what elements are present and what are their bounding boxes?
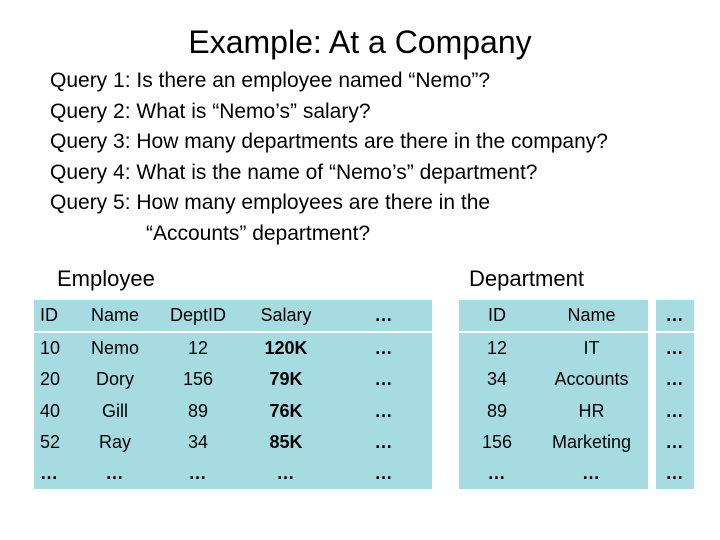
employee-header-row — [34, 300, 432, 332]
query-list — [50, 66, 710, 249]
query-2: Query 2: What is “Nemo’s” salary? — [50, 99, 371, 123]
department-header-name: Name — [535, 300, 648, 332]
department-cell-more: … — [665, 400, 685, 421]
employee-cell-salary: 85K — [269, 431, 303, 452]
column-gap — [648, 332, 656, 364]
employee-cell-salary: 120K — [264, 338, 308, 359]
department-cell-name: Marketing — [551, 431, 632, 452]
department-cell-id: 34 — [486, 369, 508, 390]
column-gap — [648, 300, 656, 332]
employee-header-name: Name — [70, 300, 160, 332]
slide-title: Example: At a Company — [188, 24, 532, 60]
table-row — [34, 364, 432, 395]
table-row — [459, 427, 694, 458]
employee-cell-more: … — [374, 338, 394, 359]
department-header-id: ID — [459, 300, 535, 332]
table-row — [34, 395, 432, 426]
department-cell-id: 156 — [481, 431, 513, 452]
department-cell-id: 12 — [486, 338, 508, 359]
employee-table-caption: Employee — [57, 266, 155, 291]
column-gap — [648, 458, 656, 489]
department-header-row — [459, 300, 694, 332]
query-1: Query 1: Is there an employee named “Nemo”? — [50, 69, 491, 92]
employee-cell-deptid: 89 — [187, 400, 209, 421]
employee-cell-name: Ray — [98, 431, 131, 452]
department-cell-more: … — [665, 338, 685, 359]
employee-header-id: ID — [34, 300, 70, 332]
table-row — [34, 332, 432, 364]
department-cell-name: Accounts — [554, 369, 629, 390]
employee-header-salary: Salary — [236, 300, 336, 332]
employee-cell-salary: … — [276, 462, 296, 483]
table-row — [459, 395, 694, 426]
department-cell-more: … — [665, 462, 685, 483]
table-row — [34, 427, 432, 458]
department-cell-id: 89 — [486, 400, 508, 421]
employee-cell-deptid: 156 — [182, 369, 214, 390]
employee-header-more: … — [336, 300, 432, 332]
department-cell-more: … — [665, 369, 685, 390]
column-gap — [648, 395, 656, 426]
employee-cell-salary: 76K — [269, 400, 303, 421]
employee-cell-id: 20 — [40, 369, 61, 390]
employee-cell-name: Nemo — [90, 338, 139, 359]
employee-cell-id: 52 — [40, 431, 61, 452]
employee-cell-more: … — [374, 462, 394, 483]
department-table-caption: Department — [469, 266, 584, 291]
department-table — [459, 300, 694, 489]
table-row — [459, 332, 694, 364]
employee-cell-more: … — [374, 400, 394, 421]
employee-cell-more: … — [374, 431, 394, 452]
employee-cell-id: 10 — [40, 338, 61, 359]
column-gap — [648, 427, 656, 458]
department-cell-name: … — [582, 462, 601, 483]
column-gap — [648, 364, 656, 395]
table-row — [34, 458, 432, 489]
department-cell-name: HR — [578, 400, 605, 421]
query-5-continuation: “Accounts” department? — [146, 221, 371, 245]
employee-cell-deptid: 34 — [187, 431, 209, 452]
table-row — [459, 458, 694, 489]
query-4: Query 4: What is the name of “Nemo’s” department? — [50, 160, 538, 184]
department-cell-id: … — [487, 462, 507, 483]
employee-cell-id: 40 — [40, 400, 61, 421]
table-row — [459, 364, 694, 395]
department-header-more: … — [656, 300, 694, 332]
department-cell-more: … — [665, 431, 685, 452]
employee-cell-deptid: … — [188, 462, 208, 483]
employee-cell-salary: 79K — [269, 369, 303, 390]
employee-cell-more: … — [374, 369, 394, 390]
query-3: Query 3: How many departments are there in the company? — [50, 130, 608, 153]
employee-table — [34, 300, 432, 489]
employee-cell-name: Gill — [102, 400, 128, 421]
employee-cell-id: … — [40, 462, 59, 483]
employee-cell-name: Dory — [95, 369, 134, 390]
employee-cell-deptid: 12 — [187, 338, 209, 359]
employee-cell-name: … — [105, 462, 125, 483]
department-cell-name: IT — [583, 338, 600, 359]
employee-header-deptid: DeptID — [160, 300, 236, 332]
query-5: Query 5: How many employees are there in the — [50, 191, 491, 214]
